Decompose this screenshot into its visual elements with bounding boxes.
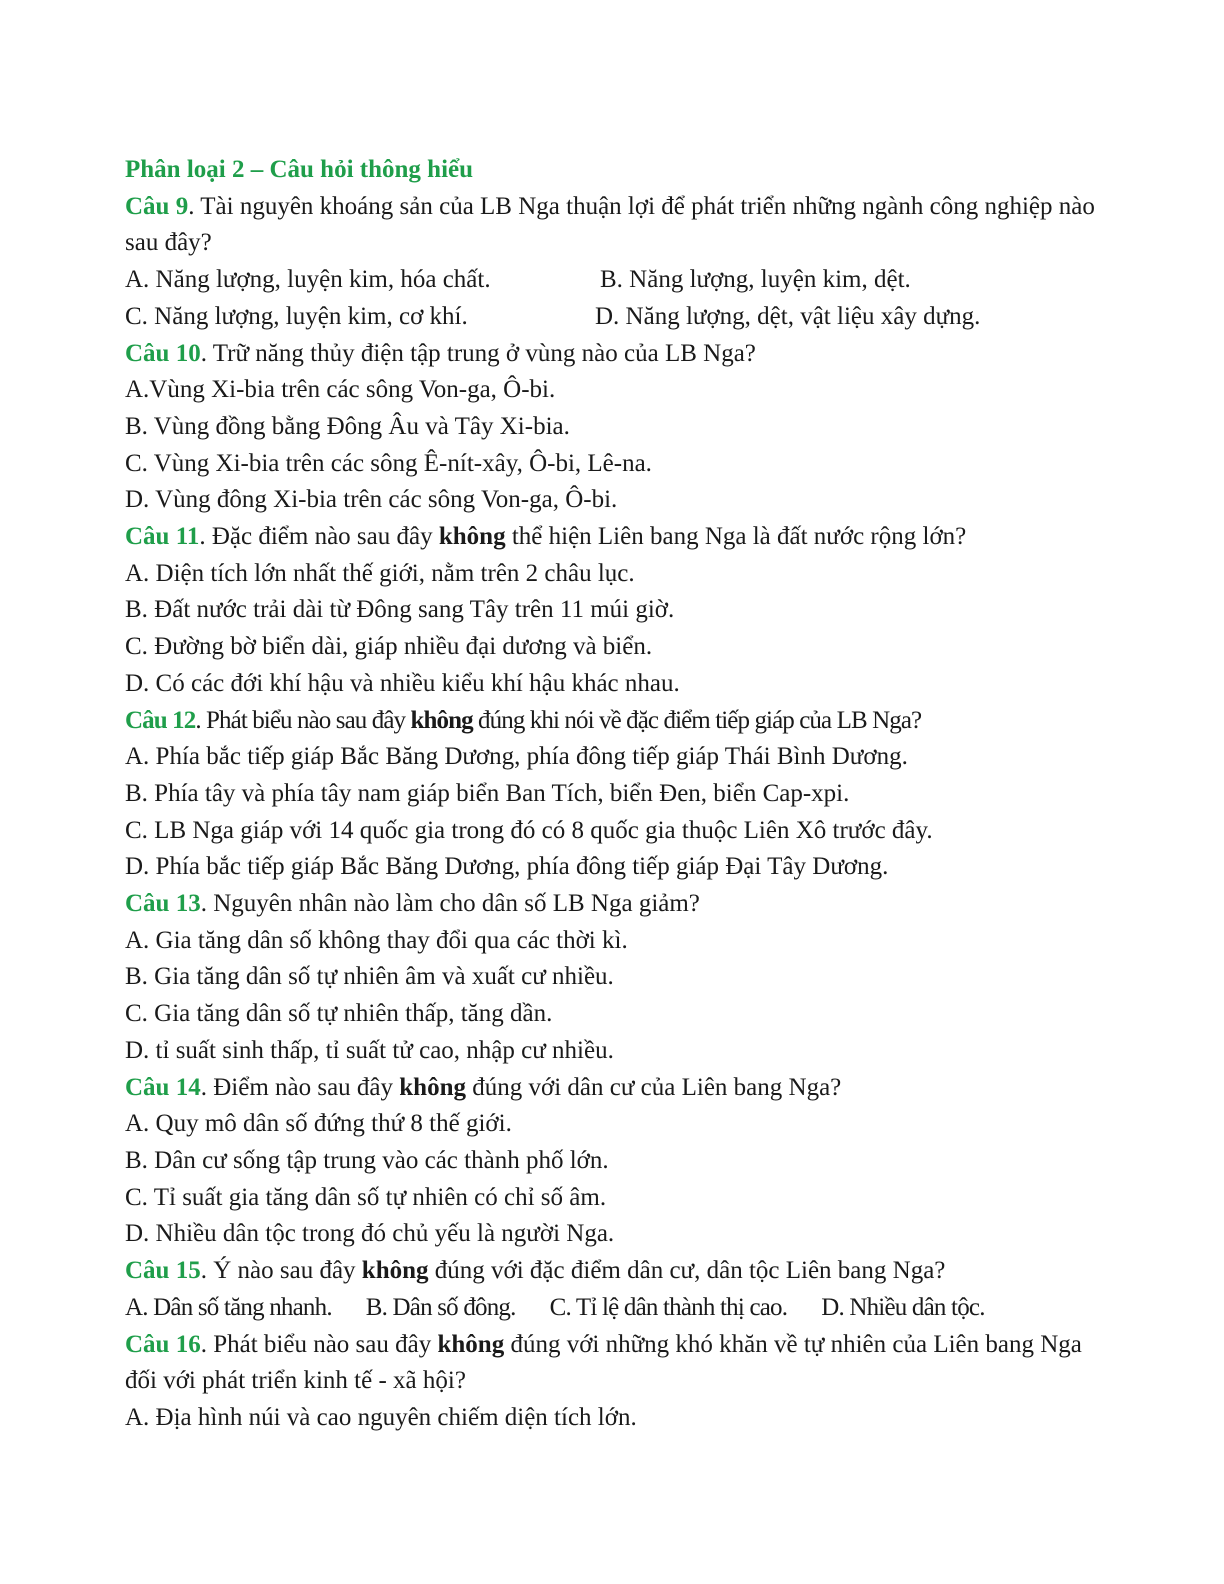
question-text-pre: . Phát biểu nào sau đây (195, 706, 411, 734)
question-9 (125, 189, 1105, 262)
question-16 (125, 1327, 1105, 1400)
question-text: . Trữ năng thủy điện tập trung ở vùng nào của LB Nga? (200, 339, 756, 367)
question-text-pre: . Đặc điểm nào sau đây (199, 523, 439, 551)
emphasis-khong: không (438, 523, 506, 551)
question-number: Câu 10 (125, 339, 201, 367)
option-b: B. Vùng đồng bằng Đông Âu và Tây Xi-bia. (125, 412, 570, 440)
emphasis-khong: không (361, 1257, 429, 1285)
question-14 (125, 1070, 1105, 1107)
question-13 (125, 886, 1105, 923)
question-text: . Tài nguyên khoáng sản của LB Nga thuận lợi để phát triển những ngành công nghiệp nào sau đây? (125, 192, 1095, 257)
option-d: D. Có các đới khí hậu và nhiều kiểu khí hậu khác nhau. (125, 669, 680, 697)
question-text-pre: . Phát biểu nào sau đây (200, 1330, 438, 1358)
option-a: A. Quy mô dân số đứng thứ 8 thế giới. (125, 1110, 512, 1138)
option-d: D. Vùng đông Xi-bia trên các sông Von-ga, Ô-bi. (125, 486, 618, 514)
option-b: B. Gia tăng dân số tự nhiên âm và xuất cư nhiều. (125, 963, 614, 991)
option-a: A. Địa hình núi và cao nguyên chiếm diện tích lớn. (125, 1403, 637, 1431)
option-a: A. Dân số tăng nhanh. (125, 1293, 332, 1321)
option-a: A.Vùng Xi-bia trên các sông Von-ga, Ô-bi. (125, 376, 556, 404)
question-number: Câu 9 (125, 192, 189, 220)
option-b: B. Dân cư sống tập trung vào các thành phố lớn. (125, 1146, 609, 1174)
option-c: C. Vùng Xi-bia trên các sông Ê-nít-xây, Ô-bi, Lê-na. (125, 449, 652, 477)
question-text-post: đúng khi nói về đặc điểm tiếp giáp của LB Nga? (472, 706, 922, 734)
question-text: . Nguyên nhân nào làm cho dân số LB Nga giảm? (200, 890, 700, 918)
options-row-cd (125, 299, 1105, 336)
question-number: Câu 15 (125, 1257, 201, 1285)
option-a: A. Diện tích lớn nhất thế giới, nằm trên 2 châu lục. (125, 559, 635, 587)
option-b: B. Dân số đông. (365, 1293, 516, 1321)
option-b: B. Năng lượng, luyện kim, dệt. (600, 266, 911, 294)
option-c: C. Năng lượng, luyện kim, cơ khí. (125, 302, 468, 330)
option-c: C. LB Nga giáp với 14 quốc gia trong đó có 8 quốc gia thuộc Liên Xô trước đây. (125, 816, 933, 844)
emphasis-khong: không (399, 1073, 466, 1101)
option-b: B. Phía tây và phía tây nam giáp biển Ban Tích, biển Đen, biển Cap-xpi. (125, 779, 850, 807)
question-text-pre: . Điểm nào sau đây (200, 1073, 400, 1101)
option-c: C. Đường bờ biển dài, giáp nhiều đại dương và biển. (125, 633, 653, 661)
question-12 (125, 703, 1105, 740)
options-row-ab (125, 262, 1105, 299)
option-d: D. Nhiều dân tộc. (821, 1293, 985, 1321)
option-d: D. Năng lượng, dệt, vật liệu xây dựng. (595, 302, 981, 330)
question-number: Câu 13 (125, 890, 201, 918)
section-heading: Phân loại 2 – Câu hỏi thông hiểu (125, 156, 474, 183)
emphasis-khong: không (437, 1330, 505, 1358)
document-page (125, 152, 1105, 1437)
question-text-pre: . Ý nào sau đây (200, 1257, 362, 1285)
option-a: A. Phía bắc tiếp giáp Bắc Băng Dương, phía đông tiếp giáp Thái Bình Dương. (125, 743, 908, 771)
option-c: C. Tỉ suất gia tăng dân số tự nhiên có chỉ số âm. (125, 1183, 607, 1211)
option-c: C. Gia tăng dân số tự nhiên thấp, tăng dần. (125, 1000, 553, 1028)
question-number: Câu 11 (125, 523, 200, 551)
question-text-post: đúng với đặc điểm dân cư, dân tộc Liên bang Nga? (428, 1257, 946, 1285)
question-10 (125, 336, 1105, 373)
option-a: A. Năng lượng, luyện kim, hóa chất. (125, 266, 491, 294)
option-d: D. Nhiều dân tộc trong đó chủ yếu là người Nga. (125, 1220, 615, 1248)
option-b: B. Đất nước trải dài từ Đông sang Tây trên 11 múi giờ. (125, 596, 675, 624)
question-15 (125, 1253, 1105, 1290)
question-number: Câu 14 (125, 1073, 201, 1101)
question-text-post: đúng với những khó khăn về tự nhiên của Liên bang Nga đối với phát triển kinh tế - xã hội? (125, 1330, 1082, 1395)
option-d: D. tỉ suất sinh thấp, tỉ suất tử cao, nhập cư nhiều. (125, 1036, 614, 1064)
option-a: A. Gia tăng dân số không thay đổi qua các thời kì. (125, 926, 628, 954)
question-text-post: thể hiện Liên bang Nga là đất nước rộng lớn? (505, 523, 967, 551)
emphasis-khong: không (410, 706, 473, 734)
question-number: Câu 12 (125, 706, 196, 734)
question-text-post: đúng với dân cư của Liên bang Nga? (466, 1073, 842, 1101)
option-d: D. Phía bắc tiếp giáp Bắc Băng Dương, phía đông tiếp giáp Đại Tây Dương. (125, 853, 889, 881)
question-11 (125, 519, 1105, 556)
question-number: Câu 16 (125, 1330, 201, 1358)
options-row-abcd (125, 1290, 1105, 1327)
option-c: C. Tỉ lệ dân thành thị cao. (549, 1293, 788, 1321)
